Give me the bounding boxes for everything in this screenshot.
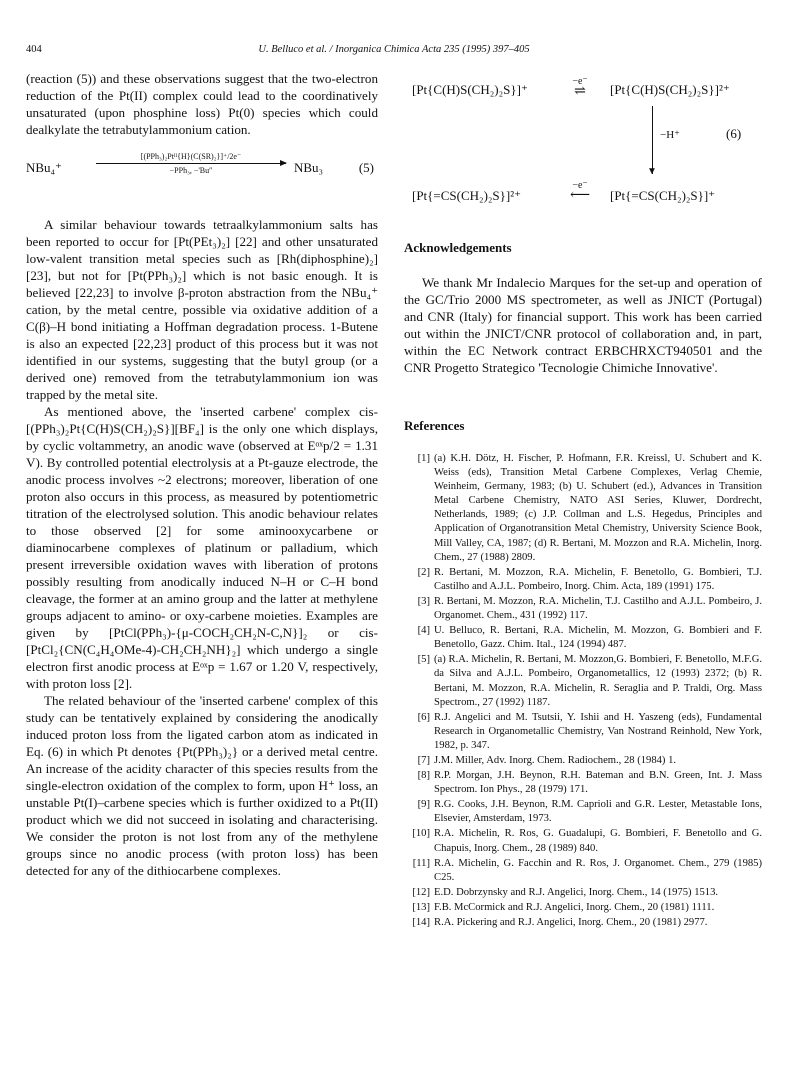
scheme-top-left: [Pt{C(H)S(CH₂)₂S}]⁺: [412, 82, 528, 97]
equation-5-arrow-above: [(PPh₃)₂Ptᴵᴵ{H}(C(SR)₂}]⁺/2e⁻: [140, 152, 242, 161]
scheme-top-right: [Pt{C(H)S(CH₂)₂S}]²⁺: [610, 82, 730, 97]
reference-number: [13]: [412, 901, 430, 913]
equilibrium-arrow: [556, 76, 604, 97]
reference-item: [404, 711, 762, 753]
reference-number: [10]: [412, 828, 430, 840]
equation-5: [26, 148, 378, 204]
down-arrow-icon: ▼: [647, 166, 657, 177]
equation-5-arrow-below: −PPh₃, −'Buʹ': [169, 166, 213, 175]
acknowledgements-text: We thank Mr Indalecio Marques for the set-up and operation of the GC/Trio 2000 MS spectrometer, as well as JNICT (Portugal) and CNR (Italy) for financial support. This work has been carried out within the JNICT/CNR protocol of collaboration and, in part, within the EC Network contract ERBCHRXCT940501 and the CNR Progetto Strategico 'Tecnologie Chimiche Innovative'.: [404, 275, 762, 375]
paragraph-similar-behaviour: A similar behaviour towards tetraalkylammonium salts has been reported to occur for [Pt(PEt₃)₂] [22] and other unsaturated low-valent transition metal species such as [Rh(diphosphine)₂] [23], but not for [Pt(PPh₃)₂] which is not basic enough. It is believed [22,23] to involve β-proton abstraction from the NBu₄⁺ cation, by the metal centre, possible via oxidative addition of a C(β)–H bond initiating a Hoffman degradation process. 1-Butene is also an expected [22,23] product of this process but it was not identified in our systems, suggesting that the butyl group (or a derived one) removed from the tetrabutylammonium ion was trapped by the metal site.: [26, 217, 378, 402]
reference-number: [8]: [417, 770, 430, 782]
reference-item: [404, 452, 762, 565]
scheme-side-label: −H⁺: [660, 129, 680, 141]
scheme-bottom-arrow-label: −e⁻: [572, 180, 588, 191]
equation-5-arrow: [96, 152, 286, 175]
reference-list: [404, 452, 762, 930]
right-arrow-icon: [96, 163, 286, 164]
scheme-number: (6): [726, 126, 742, 141]
reference-item: [404, 857, 762, 885]
paragraph-reaction-5: (reaction (5)) and these observations suggest that the two-electron reduction of the Pt(II) complex could lead to the coordinatively unsaturated (upon phosphine loss) Pt(0) species which could dealkylate the tetrabutylammonium cation.: [26, 71, 378, 137]
reference-text: R.J. Angelici and M. Tsutsii, Y. Ishii and H. Yaszeng (eds), Fundamental Research in Organometallic Chemistry, Van Nostrand Reinhold, New York, 1982, p. 347.: [434, 711, 762, 751]
reference-text: R.P. Morgan, J.H. Beynon, R.H. Bateman and B.N. Green, Int. J. Mass Spectrom. Ion Phys., 28 (1979) 171.: [434, 770, 762, 796]
reference-text: R.A. Pickering and R.J. Angelici, Inorg. Chem., 20 (1981) 2977.: [434, 917, 708, 928]
left-arrow-icon: ⟵: [569, 188, 591, 203]
reference-item: [404, 886, 762, 900]
reference-number: [5]: [417, 654, 430, 666]
reference-number: [7]: [417, 754, 430, 766]
reference-item: [404, 754, 762, 768]
scheme-6: [404, 76, 762, 226]
reference-item: [404, 901, 762, 915]
scheme-bottom-right: [Pt{=CS(CH₂)₂S}]⁺: [610, 188, 716, 203]
reference-text: (a) K.H. Dötz, H. Fischer, P. Hofmann, F.R. Kreissl, U. Schubert and K. Weiss (eds), Transition Metal Carbene Complexes, Verlag Chemie, Weinheim, Germany, 1983; (b) U. Schubert (ed.), Advances in Transition Metal Carbene Chemistry, NATO ASI Series, Kluwer, Dordrecht, Netherlands, 1989; (c) J.P. Collman and L.S. Hegedus, Principles and Application of Organotransition Metal Chemistry, University Science Book, Mill Valley, CA, 1987; (d) R. Bertani, M. Mozzon and R.A. Michelin, Inorg. Chem., 27 (1988) 2809.: [434, 453, 762, 563]
reference-number: [4]: [417, 625, 430, 637]
reference-item: [404, 916, 762, 930]
acknowledgements-heading: Acknowledgements: [404, 240, 512, 255]
reference-text: U. Belluco, R. Bertani, R.A. Michelin, M. Mozzon, G. Bombieri and F. Benetollo, Gazz. Chim. Ital., 124 (1994) 487.: [434, 625, 762, 651]
equation-5-product: NBu₃: [294, 160, 324, 175]
reference-item: [404, 595, 762, 623]
left-column: [26, 70, 378, 879]
reference-text: F.B. McCormick and R.J. Angelici, Inorg. Chem., 20 (1981) 1111.: [434, 901, 715, 913]
reference-text: R. Bertani, M. Mozzon, R.A. Michelin, F. Benetollo, G. Bombieri, T.J. Castilho and A.J.L. Pombeiro, Inorg. Chim. Acta, 189 (1991) 175.: [434, 566, 762, 592]
reference-number: [2]: [417, 566, 430, 578]
references-heading: References: [404, 418, 465, 433]
paragraph-related-behaviour: The related behaviour of the 'inserted carbene' complex of this study can be tentatively explained by considering the anodically induced proton loss from the ligated carbon atom as indicated in Eq. (6) in which Pt denotes {Pt(PPh₃)₂} or a derived metal centre. An increase of the acidity character of this species results from the single-electron oxidation of the complex to form, upon H⁺ loss, an unstable Pt(I)–carbene species which is further oxidized to a Pt(II) product which we did not succeed in isolating and characterising. We consider the proton is not lost from any of the methylene groups since no anodic process (with proton loss) has been detected for any of the dithiocarbene complexes.: [26, 693, 378, 878]
reference-text: (a) R.A. Michelin, R. Bertani, M. Mozzon,G. Bombieri, F. Benetollo, M.F.G. da Silva and A.J.L. Pombeiro, Organometallics, 12 (1993) 2372; (b) R. Bertani, M. Mozzon, R.A. Michelin, R. Seraglia and P. Traldi, Org. Mass Spectrom., 27 (1992) 1187.: [434, 654, 762, 708]
reference-text: R.A. Michelin, G. Facchin and R. Ros, J. Organomet. Chem., 279 (1985) C25.: [434, 857, 762, 883]
reference-item: [404, 566, 762, 594]
reference-text: R.A. Michelin, R. Ros, G. Guadalupi, G. Bombieri, F. Benetollo and G. Chapuis, Inorg. Chem., 28 (1989) 840.: [434, 828, 762, 854]
journal-citation: U. Belluco et al. / Inorganica Chimica Acta 235 (1995) 397–405: [258, 44, 530, 55]
right-column: [404, 70, 762, 931]
reference-number: [1]: [417, 453, 430, 464]
reference-item: [404, 769, 762, 797]
reference-item: [404, 798, 762, 826]
equilibrium-arrows-icon: ⇌: [574, 84, 586, 99]
equation-5-reactant: NBu₄⁺: [26, 160, 62, 175]
reference-item: [404, 624, 762, 652]
scheme-top-arrow-label: −e⁻: [572, 76, 588, 87]
down-arrow-line: [652, 106, 653, 174]
reference-text: J.M. Miller, Adv. Inorg. Chem. Radiochem., 28 (1984) 1.: [434, 754, 677, 766]
reference-number: [9]: [417, 799, 430, 811]
left-arrow: [556, 180, 604, 201]
paragraph-inserted-carbene: As mentioned above, the 'inserted carbene' complex cis-[(PPh₃)₂Pt{C(H)S(CH₂)₂S}][BF₄] is the only one which displays, by cyclic voltammetry, an anodic wave (observed at Eᵒˣp/2 = 1.31 V). By controlled potential electrolysis at a Pt-gauze electrode, the anodic process involves ~2 electrons; moreover, liberation of one proton also occurs in this process, as measured by potentiometric titration of the electrolysed solution. This anodic behaviour relates to those observed [2] for some aminooxycarbene or diaminocarbene complexes of platinum or palladium, which present irreversible oxidation waves with liberation of protons possibly resulting from anodically induced N–H or C–H bond cleavage, the former at an amino group and the latter at methylene groups adjacent to amino- or oxy-carbene moieties. Examples are given by [PtCl(PPh₃)-{μ-COCH₂CH₂N-C,N}]₂ or cis-[PtCl₂{CN(C₄H₄OMe-4)-CH₂CH₂NH}₂] which undergo a single electron first anodic process at Eᵒˣp = 1.67 or 1.20 V, respectively, with proton loss [2].: [26, 404, 378, 691]
scheme-bottom-left: [Pt{=CS(CH₂)₂S}]²⁺: [412, 188, 521, 203]
reference-number: [3]: [417, 595, 430, 607]
reference-number: [11]: [412, 857, 430, 869]
reference-number: [14]: [412, 917, 430, 928]
reference-item: [404, 653, 762, 709]
reference-text: E.D. Dobrzynsky and R.J. Angelici, Inorg. Chem., 14 (1975) 1513.: [434, 886, 719, 898]
reference-text: R. Bertani, M. Mozzon, R.A. Michelin, T.J. Castilho and A.J.L. Pombeiro, J. Organomet. Chem., 431 (1992) 117.: [434, 595, 762, 622]
equation-5-number: (5): [358, 160, 374, 175]
reference-number: [6]: [417, 711, 430, 723]
reference-item: [404, 827, 762, 855]
reference-number: [12]: [412, 886, 430, 898]
reference-text: R.G. Cooks, J.H. Beynon, R.M. Caprioli and G.R. Lester, Metastable Ions, Elsevier, Amsterdam, 1973.: [434, 799, 762, 825]
page-number: 404: [26, 44, 42, 55]
